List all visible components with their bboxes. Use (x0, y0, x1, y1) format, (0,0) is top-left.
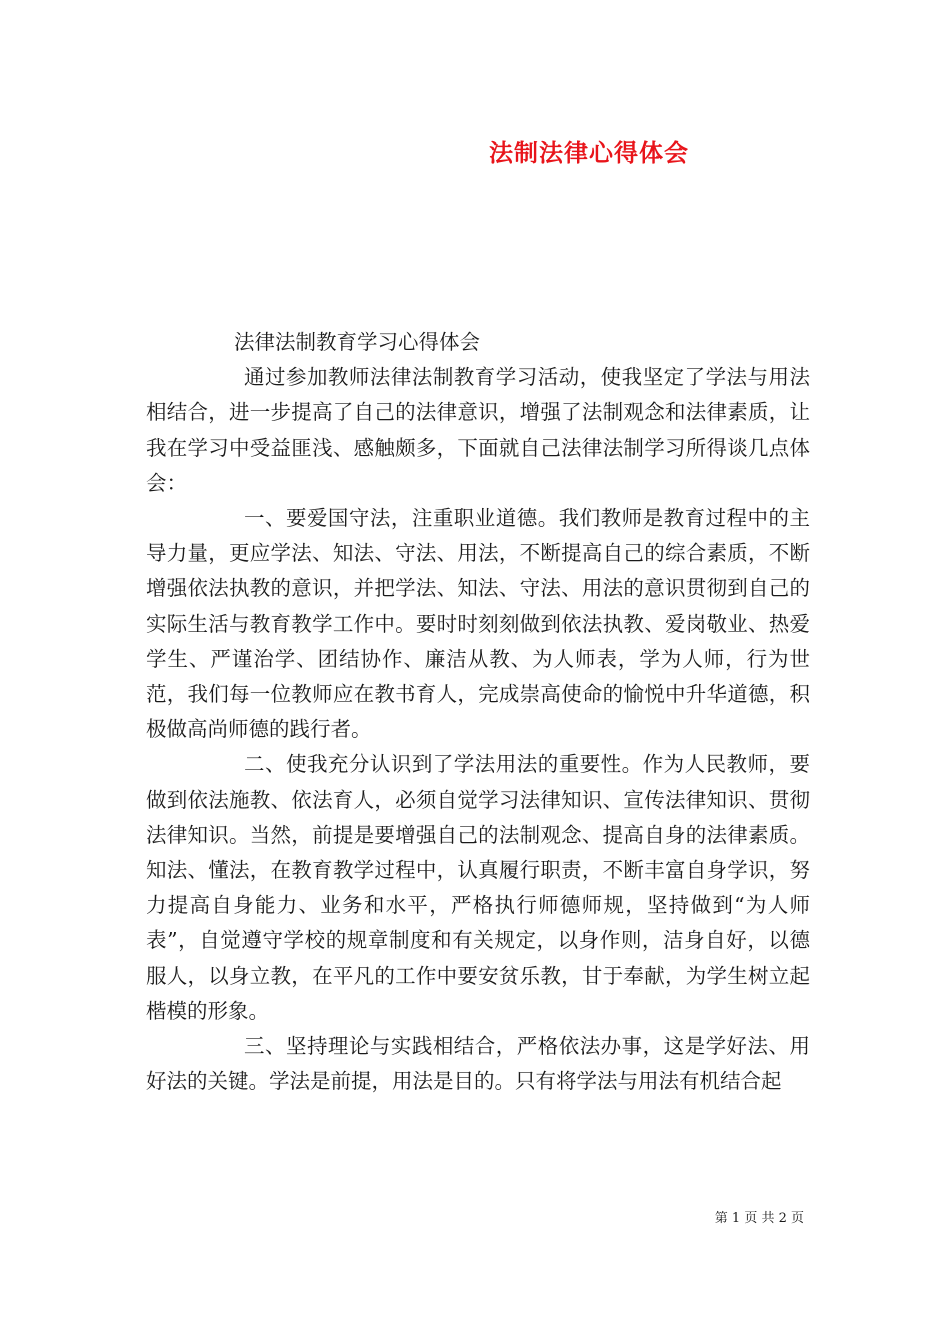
paragraph-point-three: 三、坚持理论与实践相结合，严格依法办事，这是学好法、用好法的关键。学法是前提，用法是目的。只有将学法与用法有机结合起 (146, 1034, 810, 1094)
paragraph-point-two: 二、使我充分认识到了学法用法的重要性。作为人民教师，要做到依法施教、依法育人，必须自觉学习法律知识、宣传法律知识、贯彻法律知识。当然，前提是要增强自己的法制观念、提高自身的法律素质。知法、懂法，在教育教学过程中，认真履行职责，不断丰富自身学识，努力提高自身能力、业务和水平，严格执行师德师规，坚持做到“为人师表”，自觉遵守学校的规章制度和有关规定，以身作则，洁身自好，以德服人，以身立教，在平凡的工作中要安贫乐教，甘于奉献，为学生树立起楷模的形象。 (146, 752, 810, 1023)
document-body (146, 325, 810, 1099)
document-subtitle: 法律法制教育学习心得体会 (234, 330, 480, 354)
paragraph-intro: 通过参加教师法律法制教育学习活动，使我坚定了学法与用法相结合，进一步提高了自己的法律意识，增强了法制观念和法律素质，让我在学习中受益匪浅、感触颇多，下面就自己法律法制学习所得谈几点体会： (146, 365, 810, 495)
paragraph-point-one: 一、要爱国守法，注重职业道德。我们教师是教育过程中的主导力量，更应学法、知法、守法、用法，不断提高自己的综合素质，不断增强依法执教的意识，并把学法、知法、守法、用法的意识贯彻到自己的实际生活与教育教学工作中。要时时刻刻做到依法执教、爱岗敬业、热爱学生、严谨治学、团结协作、廉洁从教、为人师表，学为人师，行为世范，我们每一位教师应在教书育人，完成崇高使命的愉悦中升华道德，积极做高尚师德的践行者。 (146, 506, 810, 742)
document-title: 法制法律心得体会 (489, 138, 689, 167)
page-number: 第 1 页 共 2 页 (714, 1211, 804, 1226)
